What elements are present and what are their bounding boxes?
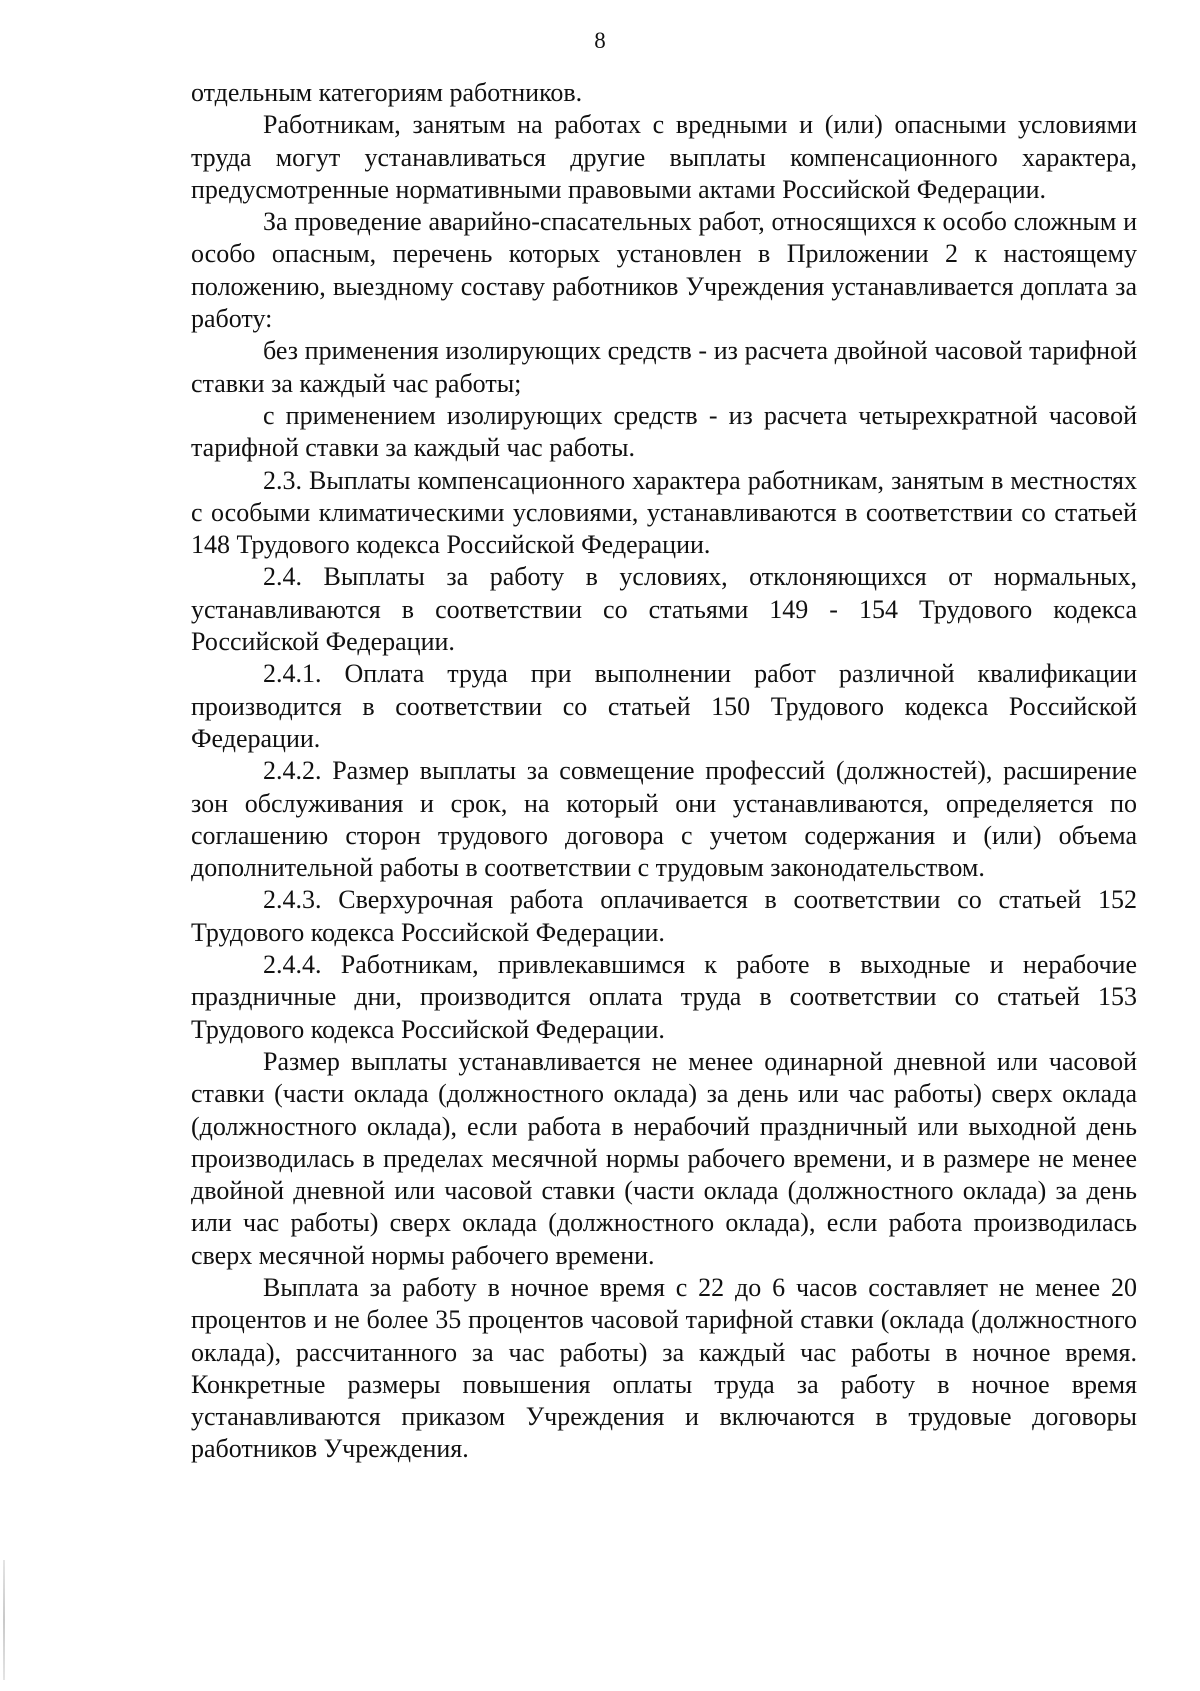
paragraph-section-2-4-4: 2.4.4. Работникам, привлекавшимся к работе в выходные и нерабочие праздничные дни, производится оплата труда в соответствии со статьей 153 Трудового кодекса Российской Федерации. (191, 950, 1137, 1044)
paragraph-section-2-4-2: 2.4.2. Размер выплаты за совмещение профессий (должностей), расширение зон обслуживания и срок, на который они устанавливаются, определяется по соглашению сторон трудового договора с учетом содержания и (или) объема дополнительной работы в соответствии с трудовым законодательством. (191, 756, 1137, 883)
document-body (191, 77, 1137, 1466)
paragraph-holiday-payment-size: Размер выплаты устанавливается не менее одинарной дневной или часовой ставки (части оклада (должностного оклада) за день или час работы) сверх оклада (должностного оклада), если работа в нерабочий праздничный или выходной день производилась в пределах месячной нормы рабочего времени, и в размере не менее двойной дневной или часовой ставки (части оклада (должностного оклада) за день или час работы) сверх оклада (должностного оклада), если работа производилась сверх месячной нормы рабочего времени. (191, 1046, 1137, 1270)
paragraph-continuation: отдельным категориям работников. (191, 78, 583, 107)
paragraph-rescue-work-surcharge: За проведение аварийно-спасательных работ, относящихся к особо сложным и особо опасным, перечень которых установлен в Приложении 2 к настоящему положению, выездному составу работников Учреждения устанавливается доплата за работу: (191, 207, 1137, 334)
paragraph-night-work-payment: Выплата за работу в ночное время с 22 до 6 часов составляет не менее 20 процентов и не более 35 процентов часовой тарифной ставки (оклада (должностного оклада), рассчитанного за час работы) за каждый час работы в ночное время. Конкретные размеры повышения оплаты труда за работу в ночное время устанавливаются приказом Учреждения и включаются в трудовые договоры работников Учреждения. (191, 1272, 1137, 1464)
scan-edge-mark (3, 1560, 5, 1680)
paragraph-section-2-4: 2.4. Выплаты за работу в условиях, отклоняющихся от нормальных, устанавливаются в соответствии со статьями 149 - 154 Трудового кодекса Российской Федерации. (191, 562, 1137, 657)
page-number: 8 (594, 28, 606, 53)
paragraph-with-isolating-means: с применением изолирующих средств - из расчета четырехкратной часовой тарифной ставки за каждый час работы. (191, 400, 1137, 463)
paragraph-hazardous-work-payments: Работникам, занятым на работах с вредными и (или) опасными условиями труда могут устанавливаться другие выплаты компенсационного характера, предусмотренные нормативными правовыми актами Российской Федерации. (191, 110, 1137, 204)
paragraph-section-2-3: 2.3. Выплаты компенсационного характера работникам, занятым в местностях с особыми климатическими условиями, устанавливаются в соответствии со статьей 148 Трудового кодекса Российской Федерации. (191, 465, 1137, 560)
paragraph-section-2-4-1: 2.4.1. Оплата труда при выполнении работ различной квалификации производится в соответствии со статьей 150 Трудового кодекса Российской Федерации. (191, 659, 1137, 753)
paragraph-without-isolating-means: без применения изолирующих средств - из расчета двойной часовой тарифной ставки за каждый час работы; (191, 336, 1137, 398)
paragraph-section-2-4-3: 2.4.3. Сверхурочная работа оплачивается в соответствии со статьей 152 Трудового кодекса Российской Федерации. (191, 885, 1137, 947)
